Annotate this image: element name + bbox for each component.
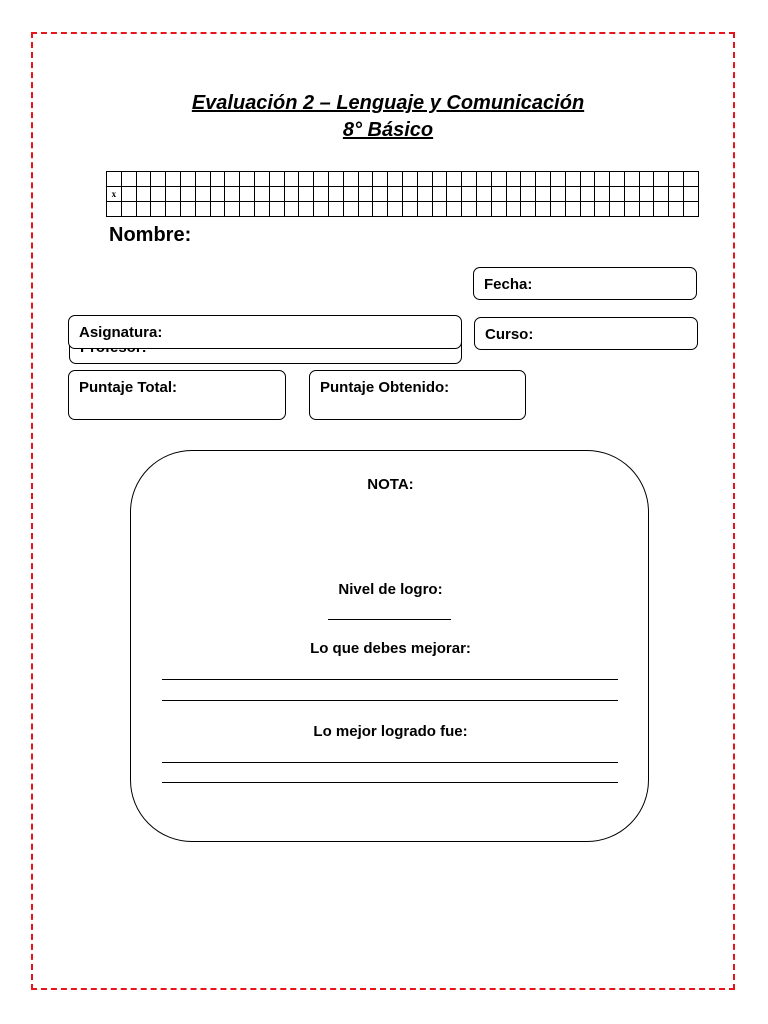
grid-cell[interactable] xyxy=(151,172,166,187)
nombre-label: Nombre: xyxy=(109,224,192,246)
puntaje-obtenido-label: Puntaje Obtenido: xyxy=(320,379,450,396)
grid-cell[interactable] xyxy=(314,187,329,202)
grid-cell[interactable] xyxy=(328,202,343,217)
grid-cell[interactable] xyxy=(166,172,181,187)
grid-cell[interactable] xyxy=(402,202,417,217)
grid-cell[interactable] xyxy=(388,202,403,217)
grid-cell[interactable] xyxy=(417,172,432,187)
grid-cell[interactable] xyxy=(550,187,565,202)
grid-cell[interactable] xyxy=(343,187,358,202)
grid-cell[interactable] xyxy=(373,202,388,217)
grid-cell[interactable] xyxy=(580,172,595,187)
logrado-line-2[interactable] xyxy=(162,782,618,783)
mejorar-line-2[interactable] xyxy=(162,700,618,701)
grid-cell[interactable] xyxy=(269,187,284,202)
grid-cell[interactable] xyxy=(195,187,210,202)
mejorar-label: Lo que debes mejorar: xyxy=(310,640,471,657)
grid-row xyxy=(107,202,699,217)
grid-cell[interactable] xyxy=(624,202,639,217)
grid-cell[interactable] xyxy=(254,202,269,217)
grid-cell[interactable] xyxy=(536,172,551,187)
grid-cell[interactable] xyxy=(654,187,669,202)
name-letter-grid[interactable] xyxy=(106,171,699,217)
grid-cell[interactable] xyxy=(654,172,669,187)
grid-cell[interactable] xyxy=(491,202,506,217)
grid-cell[interactable] xyxy=(417,202,432,217)
grid-cell[interactable] xyxy=(136,172,151,187)
grid-cell[interactable] xyxy=(254,187,269,202)
document-subtitle: 8° Básico xyxy=(342,119,434,141)
grid-cell[interactable] xyxy=(269,202,284,217)
grid-cell[interactable] xyxy=(402,172,417,187)
nota-label: NOTA: xyxy=(367,476,414,493)
grid-cell[interactable] xyxy=(610,202,625,217)
grid-cell[interactable] xyxy=(284,202,299,217)
grid-cell[interactable] xyxy=(595,202,610,217)
grid-cell[interactable] xyxy=(550,172,565,187)
grid-cell[interactable] xyxy=(595,187,610,202)
fecha-field[interactable] xyxy=(473,267,697,300)
grid-row xyxy=(107,172,699,187)
grid-cell[interactable] xyxy=(521,202,536,217)
grid-cell[interactable] xyxy=(447,172,462,187)
grid-cell[interactable] xyxy=(447,187,462,202)
nivel-logro-label: Nivel de logro: xyxy=(338,581,443,598)
grid-cell[interactable] xyxy=(550,202,565,217)
grid-cell[interactable] xyxy=(506,202,521,217)
grid-cell[interactable] xyxy=(639,172,654,187)
grid-cell[interactable] xyxy=(669,187,684,202)
grid-cell[interactable] xyxy=(254,172,269,187)
grid-cell[interactable] xyxy=(240,187,255,202)
grid-cell[interactable] xyxy=(151,202,166,217)
grid-cell[interactable] xyxy=(328,187,343,202)
grid-cell[interactable] xyxy=(462,187,477,202)
grid-cell[interactable] xyxy=(121,187,136,202)
grid-cell[interactable] xyxy=(210,172,225,187)
grid-cell[interactable] xyxy=(684,172,699,187)
grid-cell[interactable] xyxy=(521,187,536,202)
grid-cell[interactable] xyxy=(195,172,210,187)
grid-cell[interactable] xyxy=(136,202,151,217)
grid-cell[interactable] xyxy=(476,187,491,202)
grid-cell[interactable] xyxy=(180,187,195,202)
grid-cell[interactable] xyxy=(447,202,462,217)
grid-cell[interactable] xyxy=(521,172,536,187)
grid-cell[interactable] xyxy=(506,187,521,202)
grid-cell[interactable] xyxy=(195,202,210,217)
grid-cell[interactable] xyxy=(269,172,284,187)
grid-cell[interactable] xyxy=(343,202,358,217)
grid-cell[interactable] xyxy=(210,202,225,217)
grid-cell[interactable] xyxy=(388,172,403,187)
grid-cell[interactable] xyxy=(402,187,417,202)
grid-cell[interactable] xyxy=(462,202,477,217)
grid-cell[interactable] xyxy=(136,187,151,202)
grid-cell[interactable] xyxy=(432,187,447,202)
grid-cell[interactable] xyxy=(121,202,136,217)
nivel-logro-line[interactable] xyxy=(328,619,451,620)
grid-cell[interactable] xyxy=(166,202,181,217)
grid-cell[interactable] xyxy=(669,172,684,187)
curso-field[interactable] xyxy=(474,317,698,350)
grid-cell[interactable] xyxy=(624,172,639,187)
grid-cell[interactable] xyxy=(610,187,625,202)
grid-cell[interactable] xyxy=(180,202,195,217)
grid-cell[interactable] xyxy=(210,187,225,202)
grid-cell[interactable] xyxy=(299,172,314,187)
grid-cell[interactable] xyxy=(639,202,654,217)
puntaje-total-label: Puntaje Total: xyxy=(79,379,178,396)
logrado-line-1[interactable] xyxy=(162,762,618,763)
grid-cell[interactable] xyxy=(225,172,240,187)
grid-cell[interactable] xyxy=(610,172,625,187)
grid-cell[interactable] xyxy=(373,187,388,202)
grid-cell[interactable] xyxy=(343,172,358,187)
grid-cell[interactable] xyxy=(358,187,373,202)
grid-cell[interactable] xyxy=(107,202,122,217)
grid-cell[interactable] xyxy=(284,187,299,202)
grid-cell[interactable] xyxy=(284,172,299,187)
grid-cell[interactable] xyxy=(565,202,580,217)
asignatura-label: Asignatura: xyxy=(79,324,163,341)
grid-cell[interactable] xyxy=(358,202,373,217)
grid-cell[interactable] xyxy=(595,172,610,187)
grid-cell[interactable] xyxy=(240,202,255,217)
grid-cell[interactable] xyxy=(491,172,506,187)
grid-cell[interactable] xyxy=(506,172,521,187)
grid-cell[interactable] xyxy=(432,172,447,187)
grid-cell[interactable] xyxy=(432,202,447,217)
grid-cell[interactable] xyxy=(299,202,314,217)
grid-cell[interactable] xyxy=(180,172,195,187)
grid-cell[interactable] xyxy=(388,187,403,202)
grid-cell[interactable] xyxy=(536,202,551,217)
grid-cell[interactable] xyxy=(373,172,388,187)
grid-cell[interactable] xyxy=(669,202,684,217)
grid-cell[interactable] xyxy=(225,202,240,217)
asignatura-field[interactable] xyxy=(68,315,462,349)
grid-cell[interactable] xyxy=(624,187,639,202)
fecha-label: Fecha: xyxy=(484,276,533,293)
grid-cell[interactable] xyxy=(476,172,491,187)
logrado-label: Lo mejor logrado fue: xyxy=(313,723,468,740)
grid-cell[interactable] xyxy=(240,172,255,187)
grid-cell[interactable] xyxy=(536,187,551,202)
grid-cell[interactable] xyxy=(121,172,136,187)
grid-cell[interactable] xyxy=(462,172,477,187)
grid-cell[interactable] xyxy=(565,172,580,187)
grid-cell[interactable] xyxy=(684,202,699,217)
grid-cell-mark[interactable]: x xyxy=(107,187,122,202)
nota-box xyxy=(130,450,649,842)
puntaje-obtenido-field[interactable] xyxy=(309,370,526,420)
grid-cell[interactable] xyxy=(491,187,506,202)
curso-label: Curso: xyxy=(485,326,534,343)
grid-cell[interactable] xyxy=(476,202,491,217)
grid-cell[interactable] xyxy=(654,202,669,217)
grid-cell[interactable] xyxy=(565,187,580,202)
grid-cell[interactable] xyxy=(580,202,595,217)
grid-cell[interactable] xyxy=(166,187,181,202)
grid-cell[interactable] xyxy=(639,187,654,202)
grid-row xyxy=(107,187,699,202)
grid-cell[interactable] xyxy=(580,187,595,202)
grid-cell[interactable] xyxy=(417,187,432,202)
mejorar-line-1[interactable] xyxy=(162,679,618,680)
grid-cell[interactable] xyxy=(107,172,122,187)
grid-cell[interactable] xyxy=(314,172,329,187)
grid-cell[interactable] xyxy=(299,187,314,202)
puntaje-total-field[interactable] xyxy=(68,370,286,420)
grid-cell[interactable] xyxy=(358,172,373,187)
grid-cell[interactable] xyxy=(314,202,329,217)
grid-cell[interactable] xyxy=(151,187,166,202)
grid-cell[interactable] xyxy=(684,187,699,202)
document-title: Evaluación 2 – Lenguaje y Comunicación xyxy=(191,92,585,114)
grid-cell[interactable] xyxy=(328,172,343,187)
grid-cell[interactable] xyxy=(225,187,240,202)
